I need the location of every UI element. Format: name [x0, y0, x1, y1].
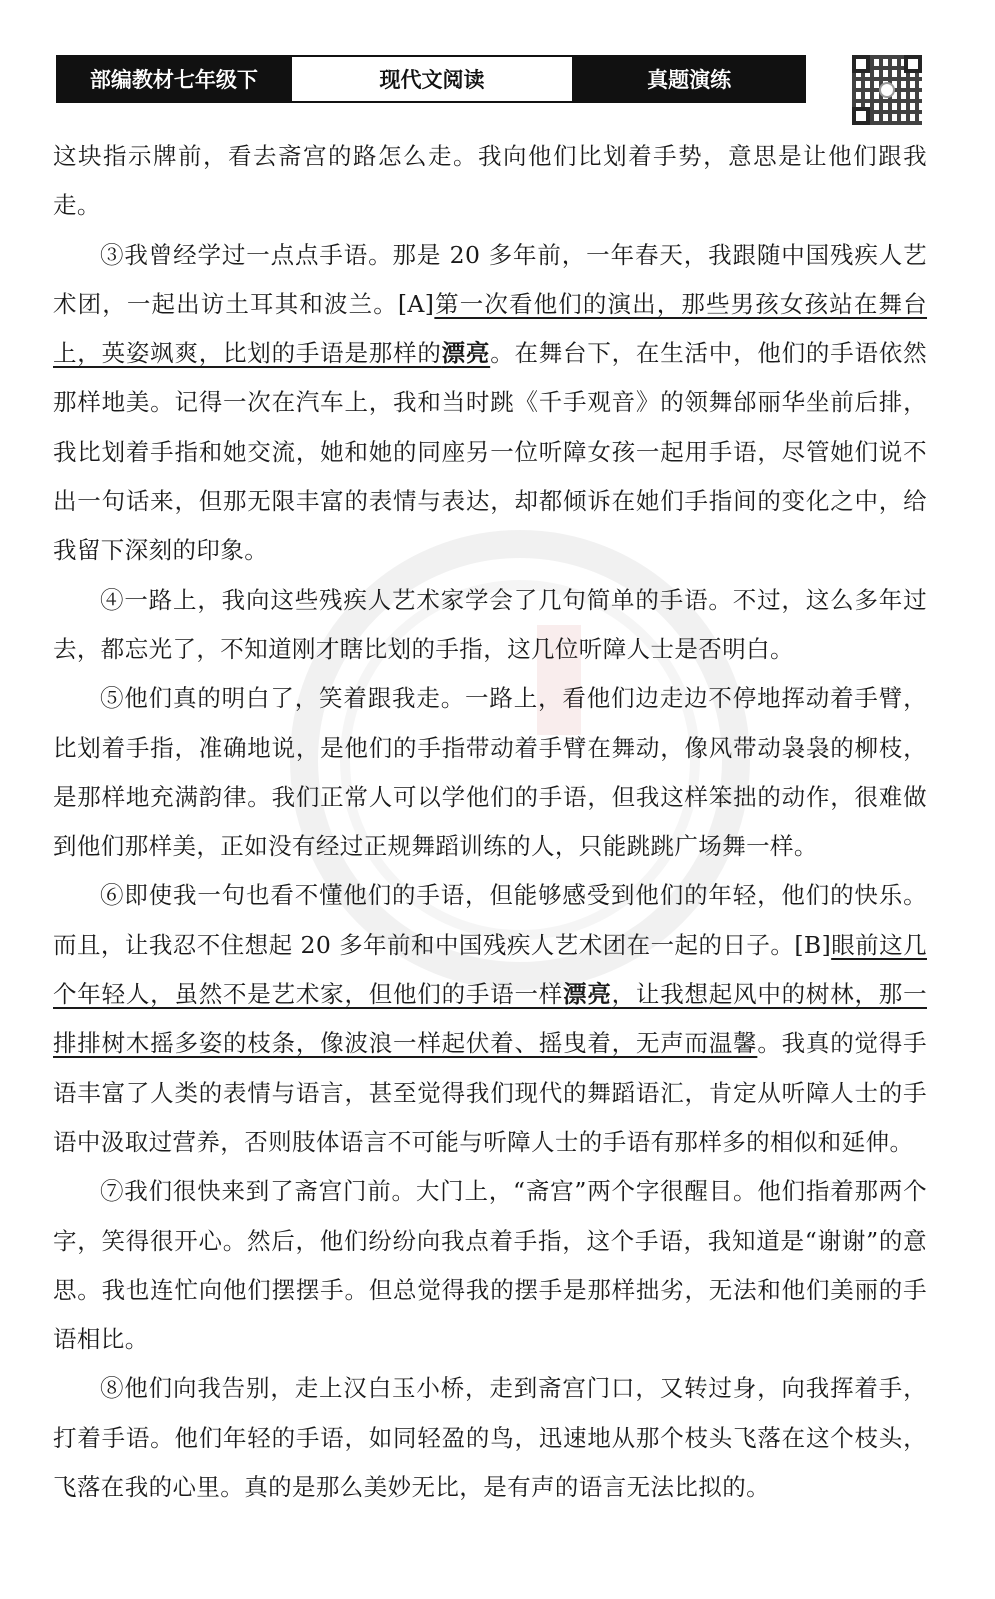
paragraph-4: ④一路上，我向这些残疾人艺术家学会了几句简单的手语。不过，这么多年过去，都忘光了，不知道刚才瞎比划的手指，这几位听障人士是否明白。 [53, 585, 927, 663]
paragraph-8: ⑧他们向我告别，走上汉白玉小桥，走到斋宫门口，又转过身，向我挥着手，打着手语。他们年轻的手语，如同轻盈的鸟，迅速地从那个枝头飞落在这个枝头，飞落在我的心里。真的是那么美妙无比，是有声的语言无法比拟的。 [53, 1374, 927, 1502]
article-body [53, 132, 927, 1512]
header-textbook-label: 部编教材七年级下 [58, 57, 290, 101]
paragraph-7: ⑦我们很快来到了斋宫门前。大门上，“斋宫”两个字很醒目。他们指着那两个字，笑得很开心。然后，他们纷纷向我点着手指，这个手语，我知道是“谢谢”的意思。我也连忙向他们摆摆手。但总觉得我的摆手是那样拙劣，无法和他们美丽的手语相比。 [53, 1177, 927, 1354]
header-practice-label: 真题演练 [574, 57, 804, 101]
bold-word-piaoliang-a: 漂亮 [441, 339, 491, 368]
qr-code-icon [852, 55, 922, 125]
header-bar [56, 55, 806, 103]
underlined-sentence-b: 眼前这几个年轻人，虽然不是艺术家，但他们的手语一样漂亮，让我想起风中的树林，那一排排树木摇多姿的枝条，像波浪一样起伏着、摇曳着，无声而温馨 [53, 930, 927, 1058]
paragraph-5: ⑤他们真的明白了，笑着跟我走。一路上，看他们边走边不停地挥动着手臂，比划着手指，准确地说，是他们的手指带动着手臂在舞动，像风带动袅袅的柳枝，是那样地充满韵律。我们正常人可以学他们的手语，但我这样笨拙的动作，很难做到他们那样美，正如没有经过正规舞蹈训练的人，只能跳跳广场舞一样。 [53, 684, 927, 861]
paragraph-continued: 这块指示牌前，看去斋宫的路怎么走。我向他们比划着手势，意思是让他们跟我走。 [53, 142, 927, 220]
paragraph-3: ③我曾经学过一点点手语。那是 20 多年前，一年春天，我跟随中国残疾人艺术团，一起出访土耳其和波兰。[A]第一次看他们的演出，那些男孩女孩站在舞台上，英姿飒爽，比划的手语是那样的漂亮。在舞台下，在生活中，他们的手语依然那样地美。记得一次在汽车上，我和当时跳《千手观音》的领舞邰丽华坐前后排，我比划着手指和她交流，她和她的同座另一位听障女孩一起用手语，尽管她们说不出一句话来，但那无限丰富的表情与表达，却都倾诉在她们手指间的变化之中，给我留下深刻的印象。 [53, 240, 928, 565]
underlined-sentence-a: 第一次看他们的演出，那些男孩女孩站在舞台上，英姿飒爽，比划的手语是那样的漂亮 [53, 289, 928, 368]
bold-word-piaoliang-b: 漂亮 [563, 980, 612, 1009]
paragraph-6: ⑥即使我一句也看不懂他们的手语，但能够感受到他们的年轻，他们的快乐。而且，让我忍不住想起 20 多年前和中国残疾人艺术团在一起的日子。[B]眼前这几个年轻人，虽然不是艺术家，但他们的手语一样漂亮，让我想起风中的树林，那一排排树木摇多姿的枝条，像波浪一样起伏着、摇曳着，无声而温馨。我真的觉得手语丰富了人类的表情与语言，甚至觉得我们现代的舞蹈语汇，肯定从听障人士的手语中汲取过营养，否则肢体语言不可能与听障人士的手语有那样多的相似和延伸。 [53, 881, 927, 1156]
header-section-label: 现代文阅读 [290, 57, 574, 101]
